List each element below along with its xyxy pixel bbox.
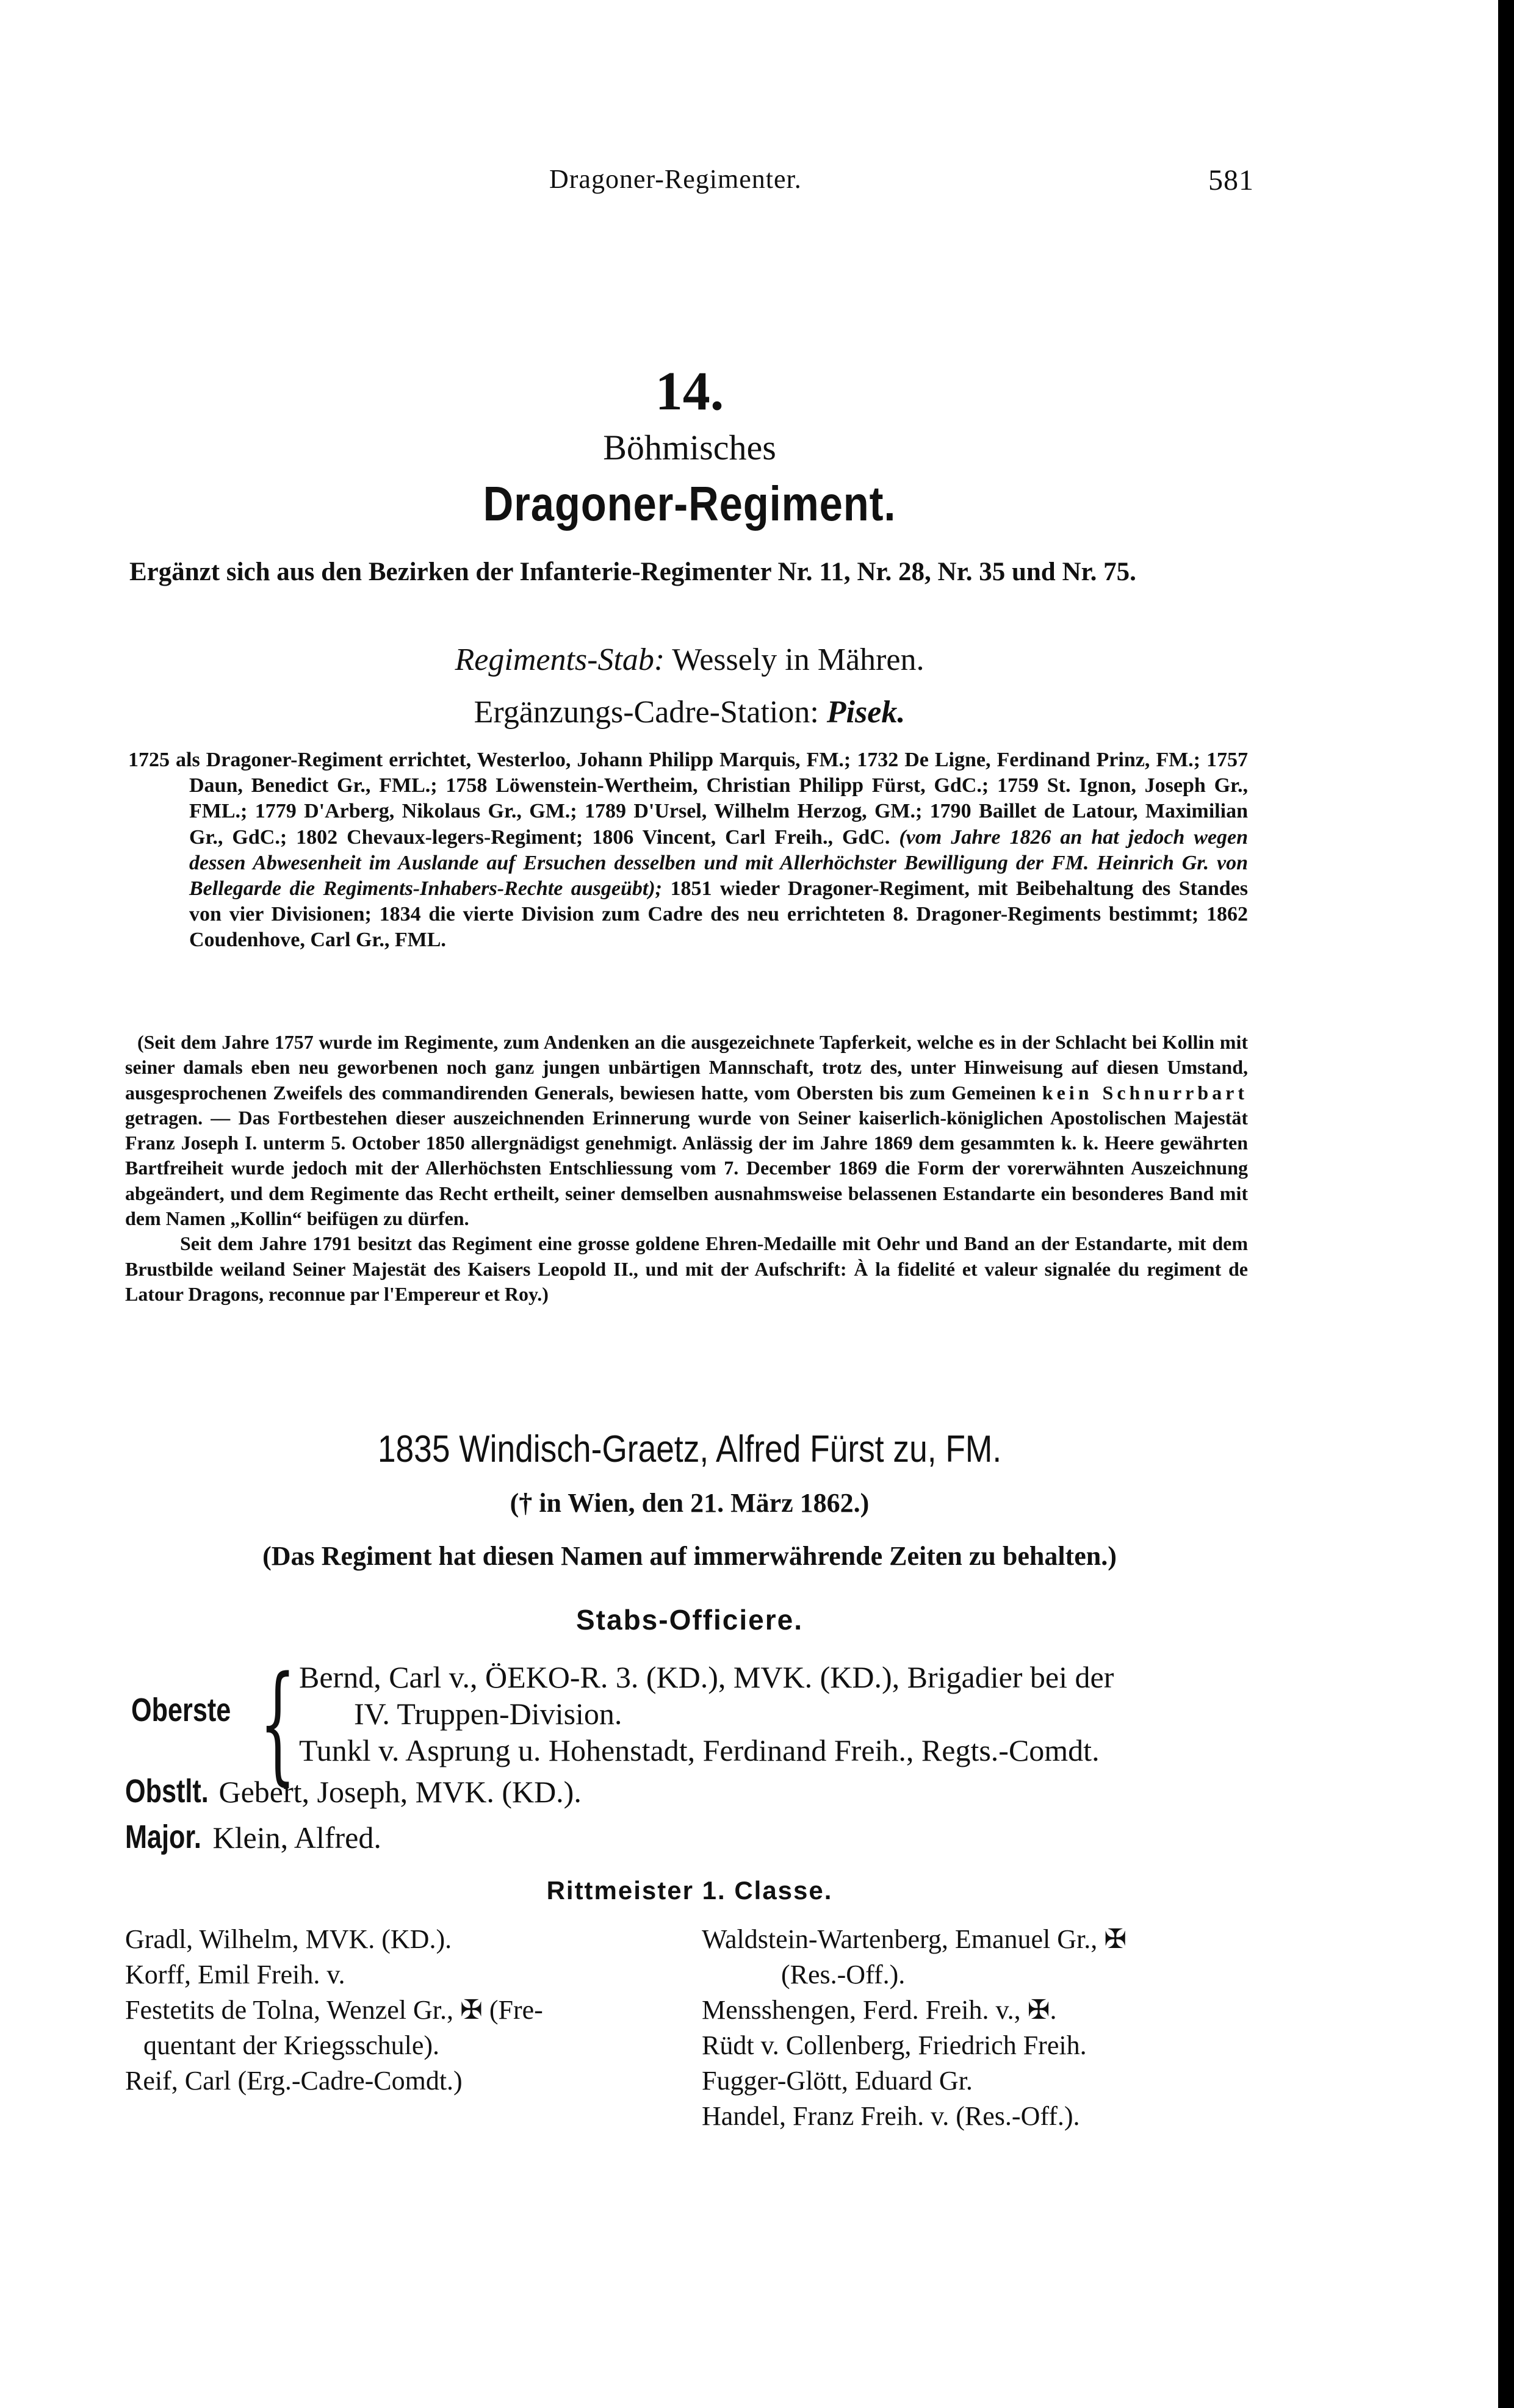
note-p1-before: (Seit dem Jahre 1757 wurde im Regimente, zum Andenken an die ausgezeichnete Tapferkeit, welche es in der Schlacht bei Kollin mit seiner damals eben neu geworbenen noch ganz jungen unbärtigen Mannschaft, trotz des, unter Hinweisung auf diesen Umstand, ausgesprochenen Zweifels des commandirenden Generals, bewiesen hatte, vom Obersten bis zum Gemeinen bbox=[125, 1031, 1248, 1104]
history-italic: (vom Jahre 1826 an hat jedoch wegen dessen Abwesenheit im Auslande auf Ersuchen desselben und mit Allerhöchster Bewilligung der FM. Heinrich Gr. von Bellegarde die Regiments-Inhabers-Rechte ausgeübt); bbox=[189, 825, 1248, 900]
oberste-label: Oberste bbox=[131, 1692, 231, 1728]
running-header: Dragoner-Regimenter. bbox=[549, 164, 802, 194]
obstlt-label: Obstlt. bbox=[125, 1773, 209, 1810]
note-paragraph-1 bbox=[125, 1030, 1248, 1231]
list-item: Waldstein-Wartenberg, Emanuel Gr., ✠ bbox=[702, 1924, 1127, 1954]
list-item: Festetits de Tolna, Wenzel Gr., ✠ (Fre- bbox=[125, 1995, 543, 2025]
staff-value: Wessely in Mähren. bbox=[665, 642, 925, 677]
regiment-owner: 1835 Windisch-Graetz, Alfred Fürst zu, FM. bbox=[377, 1428, 1002, 1470]
cadre-station bbox=[134, 694, 1245, 730]
brace-icon: { bbox=[259, 1648, 297, 1798]
obstlt-entry bbox=[125, 1772, 582, 1811]
regiment-number: 14. bbox=[655, 361, 724, 422]
note-paragraph-2: Seit dem Jahre 1791 besitzt das Regiment eine grosse goldene Ehren-Medaille mit Oehr und Band an der Estandarte, mit dem Brustbilde weiland Seiner Majestät des Kaisers Leopold II., und mit der Aufschrift: À la fidelité et valeur signalée du regiment de Latour Dragons, reconnue par l'Empereur et Roy.) bbox=[125, 1232, 1248, 1305]
oberste-entry-1a: Bernd, Carl v., ÖEKO-R. 3. (KD.), MVK. (KD.), Brigadier bei der bbox=[299, 1660, 1114, 1694]
staff-label: Regiments-Stab: bbox=[455, 642, 665, 677]
cadre-value: Pisek. bbox=[826, 695, 906, 730]
rittmeister-right-column bbox=[702, 1922, 1126, 2134]
major-label: Major. bbox=[125, 1819, 201, 1855]
recruitment-text: Ergänzt sich aus den Bezirken der Infanterie-Regimenter Nr. 11, Nr. 28, Nr. 35 und Nr. 75. bbox=[129, 558, 1136, 586]
list-item: Korff, Emil Freih. v. bbox=[125, 1960, 345, 1989]
regiment-history bbox=[128, 747, 1248, 954]
list-item: Fugger-Glött, Eduard Gr. bbox=[702, 2066, 973, 2096]
owner-death: († in Wien, den 21. März 1862.) bbox=[510, 1488, 870, 1518]
list-item: Rüdt v. Collenberg, Friedrich Freih. bbox=[702, 2030, 1087, 2060]
rittmeister-heading: Rittmeister 1. Classe. bbox=[546, 1876, 833, 1905]
oberste-entry-2: Tunkl v. Asprung u. Hohenstadt, Ferdinand Freih., Regts.-Comdt. bbox=[299, 1733, 1100, 1767]
regiment-subtitle: Böhmisches bbox=[603, 428, 776, 467]
obstlt-name: Gebert, Joseph, MVK. (KD.). bbox=[211, 1775, 582, 1809]
major-entry bbox=[125, 1818, 381, 1856]
list-item: quentant der Kriegsschule). bbox=[143, 2030, 440, 2060]
list-item: (Res.-Off.). bbox=[781, 1960, 906, 1989]
regiment-staff bbox=[134, 642, 1245, 678]
scan-edge bbox=[1498, 0, 1514, 2408]
regiment-title: Dragoner-Regiment. bbox=[483, 476, 896, 531]
history-part1: 1725 als Dragoner-Regiment errichtet, Westerloo, Johann Philipp Marquis, FM.; 1732 De Ligne, Ferdinand Prinz, FM.; 1757 Daun, Benedict Gr., FML.; 1758 Löwenstein-Wertheim, Christian Philipp Fürst, GdC.; 1759 St. Ignon, Joseph Gr., FML.; 1779 D'Arberg, Nikolaus Gr., GM.; 1789 D'Ursel, Wilhelm Herzog, GM.; 1790 Baillet de Latour, Maximilian Gr., GdC.; 1802 Chevaux-legers-Regiment; 1806 Vincent, Carl Freih., GdC. bbox=[128, 749, 1248, 849]
note-p1-spaced: kein Schnurrbart bbox=[1042, 1081, 1249, 1104]
cadre-label: Ergänzungs-Cadre-Station: bbox=[474, 695, 827, 730]
list-item: Handel, Franz Freih. v. (Res.-Off.). bbox=[702, 2101, 1080, 2131]
staff-officers-heading: Stabs-Officiere. bbox=[576, 1604, 803, 1636]
oberste-entry-1b: IV. Truppen-Division. bbox=[354, 1697, 622, 1731]
list-item: Mensshengen, Ferd. Freih. v., ✠. bbox=[702, 1995, 1057, 2025]
note-p1-after: getragen. — Das Fortbestehen dieser auszeichnenden Erinnerung wurde von Seiner kaiserlich-königlichen Apostolischen Majestät Franz Joseph I. unterm 5. October 1850 allergnädigst genehmigt. Anlässig der im Jahre 1869 dem gesammten k. k. Heere gewährten Bartfreiheit wurde jedoch mit der Allerhöchsten Entschliessung vom 7. December 1869 die Form der vorerwähnten Auszeichnung abgeändert, und dem Regimente das Recht ertheilt, seiner demselben ausnahmsweise belassenen Estandarte ein besonderes Band mit dem Namen „Kollin“ beifügen zu dürfen. bbox=[125, 1106, 1248, 1230]
list-item: Gradl, Wilhelm, MVK. (KD.). bbox=[125, 1924, 452, 1954]
rittmeister-left-column bbox=[125, 1922, 543, 2099]
major-name: Klein, Alfred. bbox=[205, 1820, 381, 1855]
history-part2: 1851 wieder Dragoner-Regiment, mit Beibehaltung des Standes von vier Divisionen; 1834 die vierte Division zum Cadre des neu errichteten 8. Dragoner-Regiments bestimmt; 1862 Coudenhove, Carl Gr., FML. bbox=[189, 877, 1248, 952]
owner-remark: (Das Regiment hat diesen Namen auf immerwährende Zeiten zu behalten.) bbox=[262, 1541, 1117, 1571]
page-number: 581 bbox=[1208, 164, 1254, 196]
historical-note bbox=[125, 1030, 1248, 1307]
list-item: Reif, Carl (Erg.-Cadre-Comdt.) bbox=[125, 2066, 463, 2096]
